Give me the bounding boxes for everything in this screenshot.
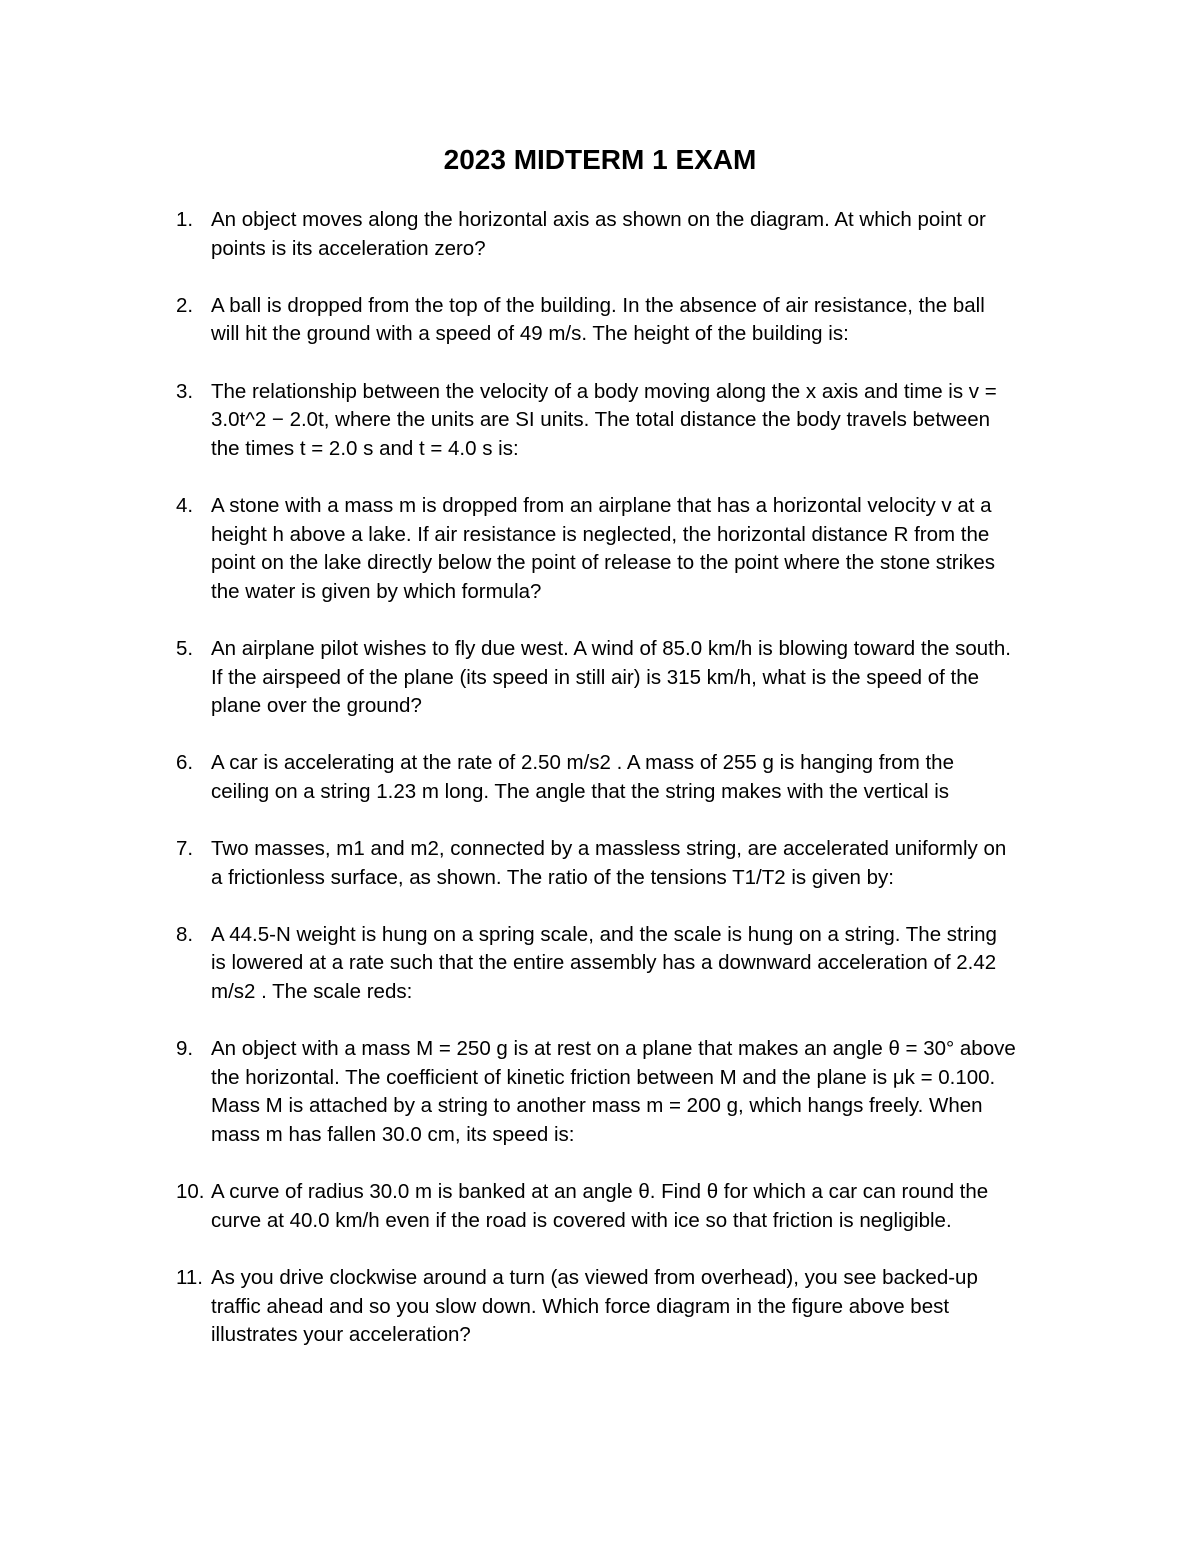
question-list: [176, 206, 1076, 1378]
question-line: A 44.5-N weight is hung on a spring scale, and the scale is hung on a string. The string: [211, 922, 997, 946]
question-item: [176, 635, 1076, 721]
question-item: [176, 749, 1076, 806]
question-line: will hit the ground with a speed of 49 m/s. The height of the building is:: [211, 322, 849, 346]
question-text: [211, 835, 1071, 892]
question-text: [211, 1035, 1071, 1149]
question-text: [211, 1178, 1071, 1235]
question-line: An object moves along the horizontal axis as shown on the diagram. At which point or: [211, 208, 986, 231]
question-line: illustrates your acceleration?: [211, 1323, 471, 1347]
question-number: 6.: [176, 751, 194, 775]
question-text: [211, 206, 1071, 263]
question-line: If the airspeed of the plane (its speed in still air) is 315 km/h, what is the speed of the: [211, 665, 980, 689]
question-line: Two masses, m1 and m2, connected by a massless string, are accelerated uniformly on: [211, 837, 1007, 861]
question-line: the horizontal. The coefficient of kinetic friction between M and the plane is μk = 0.100.: [211, 1065, 996, 1089]
question-number: 10.: [176, 1180, 205, 1204]
question-line: traffic ahead and so you slow down. Which force diagram in the figure above best: [211, 1294, 950, 1318]
question-line: As you drive clockwise around a turn (as viewed from overhead), you see backed-up: [211, 1265, 978, 1289]
question-line: point on the lake directly below the point of release to the point where the stone strikes: [211, 551, 996, 575]
question-item: [176, 835, 1076, 892]
question-text: [211, 921, 1071, 1007]
question-line: The relationship between the velocity of a body moving along the x axis and time is v =: [211, 379, 997, 403]
question-number: 9.: [176, 1037, 194, 1061]
question-number: 2.: [176, 293, 194, 317]
question-item: [176, 378, 1076, 464]
question-number: 5.: [176, 636, 194, 660]
question-item: [176, 1264, 1076, 1350]
question-number: 3.: [176, 379, 194, 403]
question-line: a frictionless surface, as shown. The ratio of the tensions T1/T2 is given by:: [211, 865, 894, 889]
question-line: height h above a lake. If air resistance is neglected, the horizontal distance R from the: [211, 522, 990, 546]
question-line: points is its acceleration zero?: [211, 236, 486, 260]
question-line: mass m has fallen 30.0 cm, its speed is:: [211, 1123, 575, 1146]
question-item: [176, 1178, 1076, 1235]
question-line: curve at 40.0 km/h even if the road is covered with ice so that friction is negligible.: [211, 1208, 952, 1232]
page-title: 2023 MIDTERM 1 EXAM: [443, 144, 757, 175]
question-item: [176, 921, 1076, 1007]
question-line: A stone with a mass m is dropped from an airplane that has a horizontal velocity v at a: [211, 493, 992, 517]
question-text: [211, 635, 1071, 721]
question-item: [176, 292, 1076, 349]
question-line: An airplane pilot wishes to fly due west. A wind of 85.0 km/h is blowing toward the south.: [211, 636, 1011, 660]
question-line: the water is given by which formula?: [211, 579, 542, 603]
question-text: [211, 1264, 1071, 1350]
question-line: 3.0t^2 − 2.0t, where the units are SI units. The total distance the body travels between: [211, 408, 991, 432]
question-line: An object with a mass M = 250 g is at rest on a plane that makes an angle θ = 30° above: [211, 1037, 1016, 1061]
question-line: A car is accelerating at the rate of 2.50 m/s2 . A mass of 255 g is hanging from the: [211, 751, 954, 775]
question-text: [211, 749, 1071, 806]
question-number: 1.: [176, 208, 194, 231]
question-text: [211, 378, 1071, 464]
question-line: A ball is dropped from the top of the building. In the absence of air resistance, the ball: [211, 293, 985, 317]
question-item: [176, 492, 1076, 606]
question-line: Mass M is attached by a string to another mass m = 200 g, which hangs freely. When: [211, 1094, 983, 1118]
question-item: [176, 206, 1076, 263]
question-text: [211, 292, 1071, 349]
question-line: the times t = 2.0 s and t = 4.0 s is:: [211, 436, 519, 460]
question-line: m/s2 . The scale reds:: [211, 980, 413, 1004]
question-number: 11.: [176, 1265, 203, 1289]
question-line: A curve of radius 30.0 m is banked at an angle θ. Find θ for which a car can round the: [211, 1180, 989, 1204]
question-number: 8.: [176, 922, 194, 946]
question-line: ceiling on a string 1.23 m long. The angle that the string makes with the vertical is: [211, 779, 950, 803]
question-text: [211, 492, 1071, 606]
question-number: 7.: [176, 837, 194, 861]
question-line: plane over the ground?: [211, 694, 422, 718]
question-item: [176, 1035, 1076, 1149]
question-line: is lowered at a rate such that the entire assembly has a downward acceleration of 2.42: [211, 951, 997, 975]
question-number: 4.: [176, 493, 194, 517]
